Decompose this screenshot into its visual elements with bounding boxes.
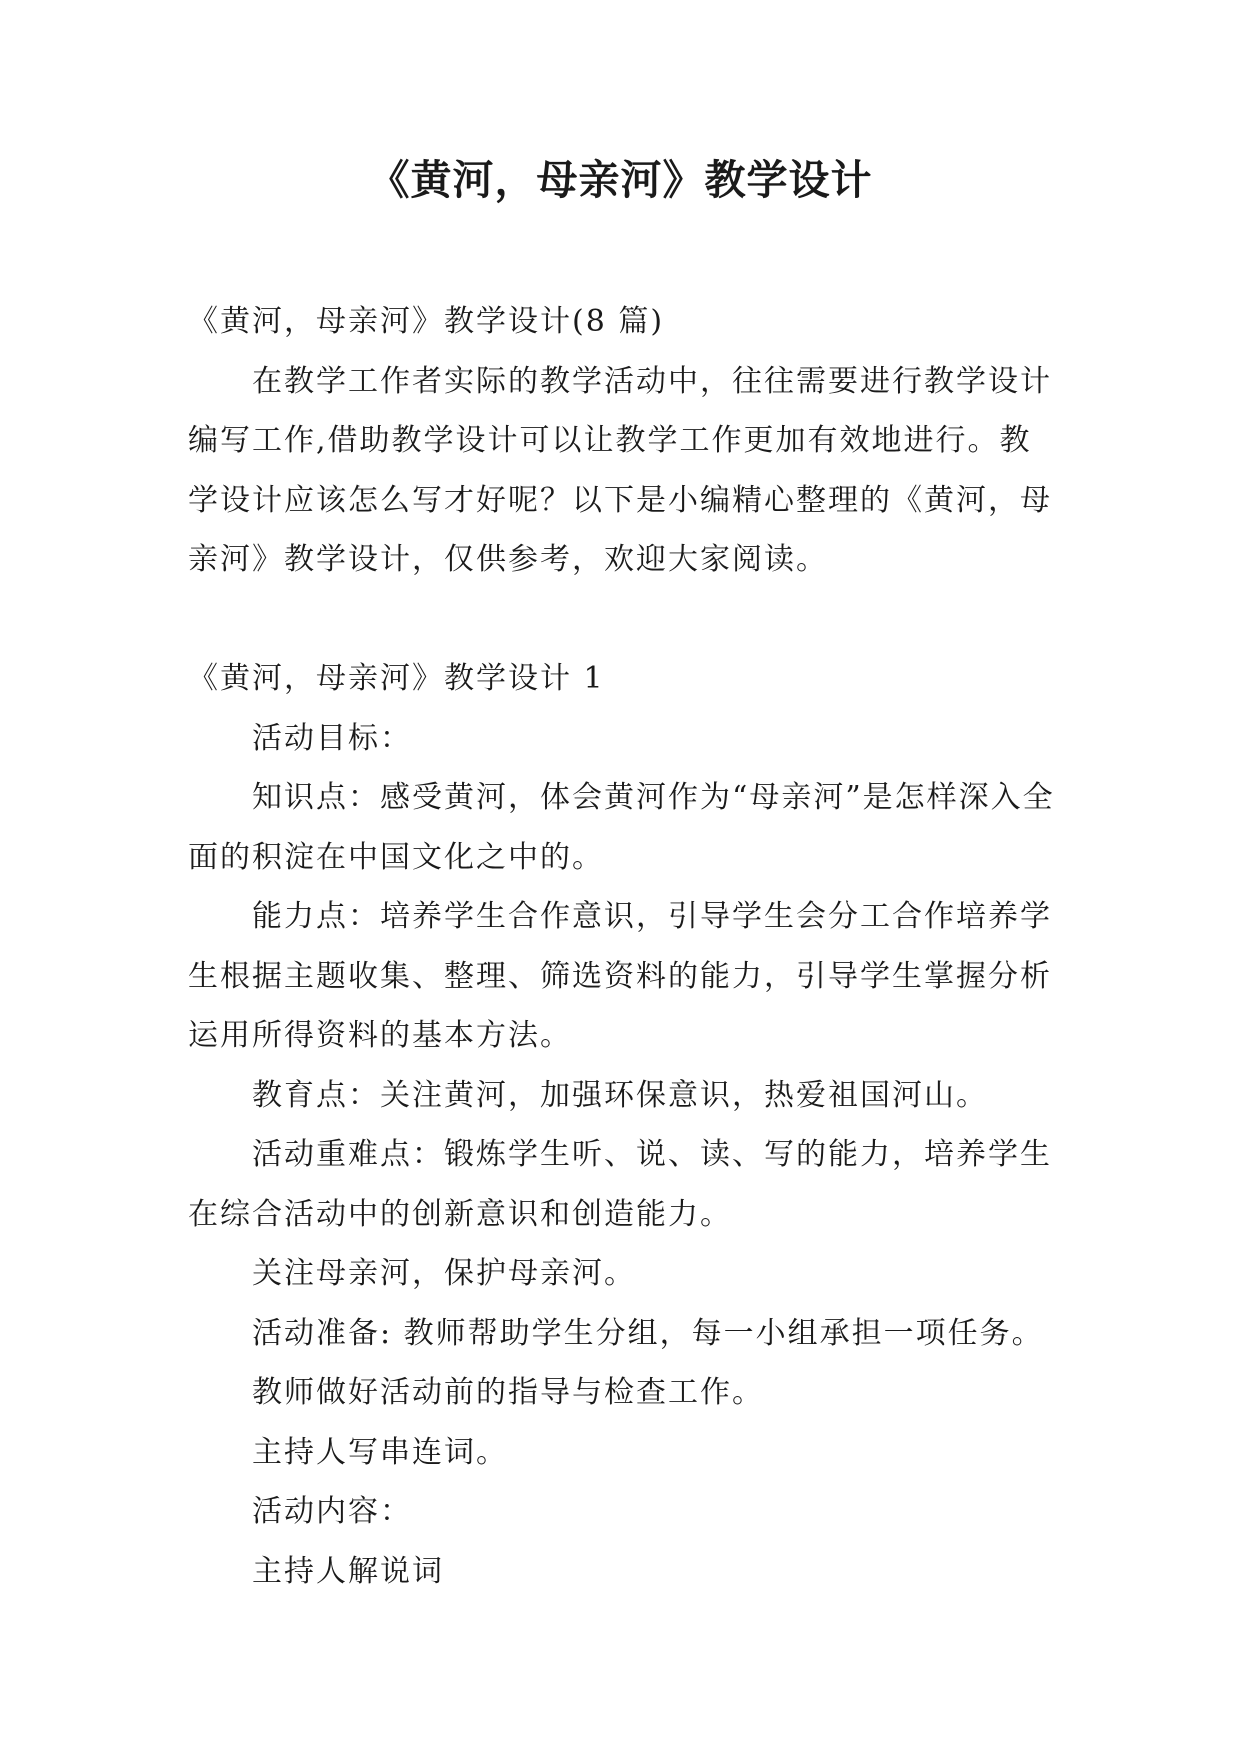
paragraph-key-difficulties: 活动重难点：锻炼学生听、说、读、写的能力，培养学生在综合活动中的创新意识和创造能力。 (188, 1137, 1052, 1232)
paragraph-activity-goals: 活动目标： (252, 720, 412, 756)
paragraph-education-point: 教育点：关注黄河，加强环保意识，热爱祖国河山。 (252, 1077, 988, 1113)
paragraph-gap (188, 590, 1058, 650)
section-heading: 《黄河，母亲河》教学设计 1 (188, 661, 605, 696)
document-body (188, 292, 1058, 1601)
document-title: 《黄河，母亲河》教学设计 (368, 156, 873, 204)
paragraph-knowledge-point: 知识点：感受黄河，体会黄河作为“母亲河”是怎样深入全面的积淀在中国文化之中的。 (188, 780, 1055, 875)
document-subtitle: 《黄河，母亲河》教学设计(8 篇) (188, 304, 665, 339)
paragraph-host-script: 主持人写串连词。 (252, 1434, 508, 1470)
paragraph-teacher-guidance: 教师做好活动前的指导与检查工作。 (252, 1375, 764, 1410)
paragraph-care-mother-river: 关注母亲河，保护母亲河。 (252, 1256, 636, 1291)
intro-paragraph: 在教学工作者实际的教学活动中，往往需要进行教学设计编写工作,借助教学设计可以让教学工作更加有效地进行。教学设计应该怎么写才好呢？以下是小编精心整理的《黄河，母亲河》教学设计，仅供参考，欢迎大家阅读。 (188, 363, 1052, 577)
paragraph-host-narration: 主持人解说词 (252, 1553, 444, 1589)
paragraph-activity-prep: 活动准备: 教师帮助学生分组，每一小组承担一项任务。 (252, 1315, 1044, 1351)
paragraph-activity-content: 活动内容： (252, 1494, 412, 1529)
paragraph-ability-point: 能力点：培养学生合作意识，引导学生会分工合作培养学生根据主题收集、整理、筛选资料的能力，引导学生掌握分析运用所得资料的基本方法。 (188, 899, 1052, 1053)
